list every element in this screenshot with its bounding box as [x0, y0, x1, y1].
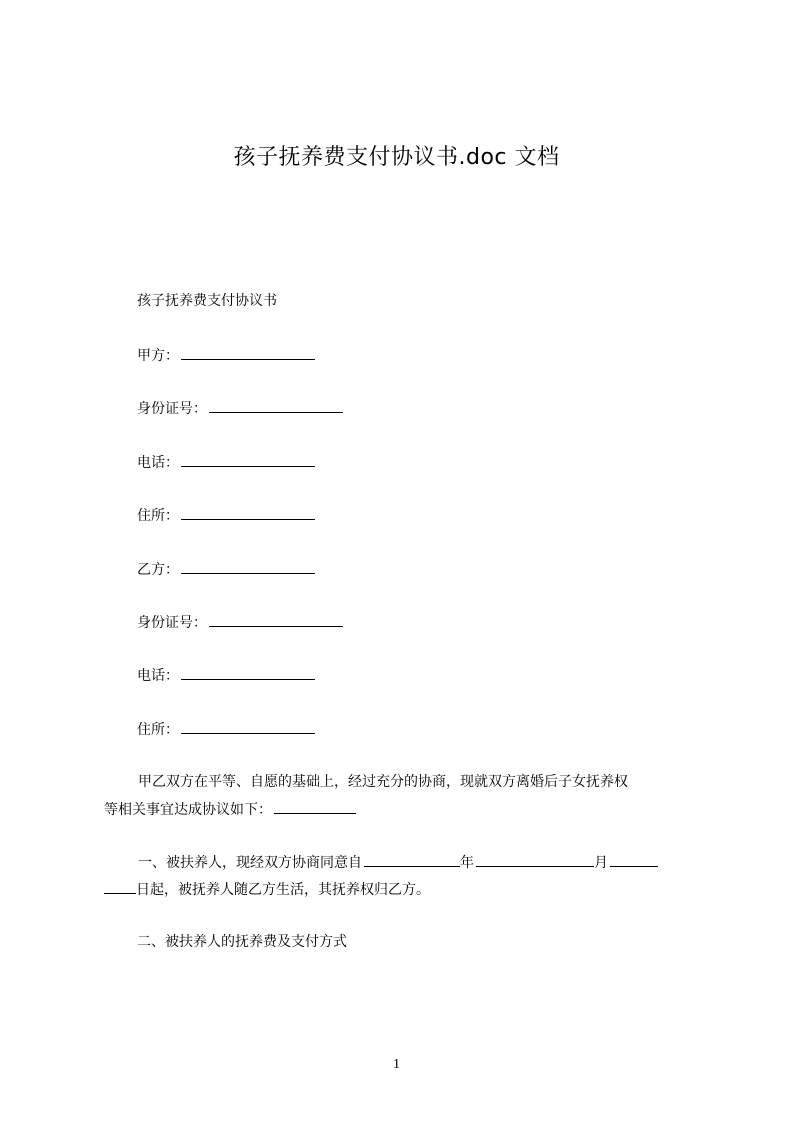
party-a-address-row [137, 505, 315, 526]
clause-1-year-blank [364, 852, 460, 867]
intro-line-1: 甲乙双方在平等、自愿的基础上，经过充分的协商，现就双方离婚后子女抚养权 [138, 774, 628, 790]
clause-1-day-blank-b [104, 879, 136, 894]
party-b-id-row [137, 612, 343, 633]
intro-line-2: 等相关事宜达成协议如下： [104, 802, 272, 818]
party-b-id-label: 身份证号： [137, 615, 207, 631]
intro-line-2-row [104, 799, 704, 820]
party-a-address-label: 住所： [137, 508, 179, 524]
party-a-phone-label: 电话： [137, 455, 179, 471]
party-b-address-blank [181, 719, 315, 734]
clause-1-line-1 [104, 852, 738, 873]
party-a-name-label: 甲方： [137, 348, 179, 364]
party-b-name-blank [181, 559, 315, 574]
clause-1-prefix: 一、被扶养人，现经双方协商同意自 [138, 855, 362, 871]
party-a-id-blank [209, 398, 343, 413]
party-a-id-label: 身份证号： [137, 401, 207, 417]
party-a-phone-row [137, 452, 315, 473]
party-b-phone-label: 电话： [137, 668, 179, 684]
clause-1-day-blank-a [610, 852, 658, 867]
clause-1-month: 月 [594, 855, 608, 871]
party-a-name-blank [181, 345, 315, 360]
clause-1-year: 年 [460, 855, 474, 871]
intro-blank [274, 799, 356, 814]
clause-2: 二、被扶养人的抚养费及支付方式 [137, 934, 347, 950]
party-a-name-row [137, 345, 315, 366]
agreement-heading: 孩子抚养费支付协议书 [137, 293, 277, 309]
party-b-name-label: 乙方： [137, 562, 179, 578]
party-b-id-blank [209, 612, 343, 627]
page-number: 1 [393, 1057, 400, 1072]
party-b-address-label: 住所： [137, 722, 179, 738]
party-a-phone-blank [181, 452, 315, 467]
party-a-address-blank [181, 505, 315, 520]
clause-1-suffix: 日起，被抚养人随乙方生活，其抚养权归乙方。 [136, 882, 430, 898]
party-a-id-row [137, 398, 343, 419]
party-b-address-row [137, 719, 315, 740]
page-title: 孩子抚养费支付协议书.doc 文档 [233, 145, 560, 170]
clause-1-line-2 [104, 879, 704, 900]
party-b-phone-row [137, 665, 315, 686]
party-b-name-row [137, 559, 315, 580]
clause-1-month-blank [476, 852, 594, 867]
party-b-phone-blank [181, 665, 315, 680]
